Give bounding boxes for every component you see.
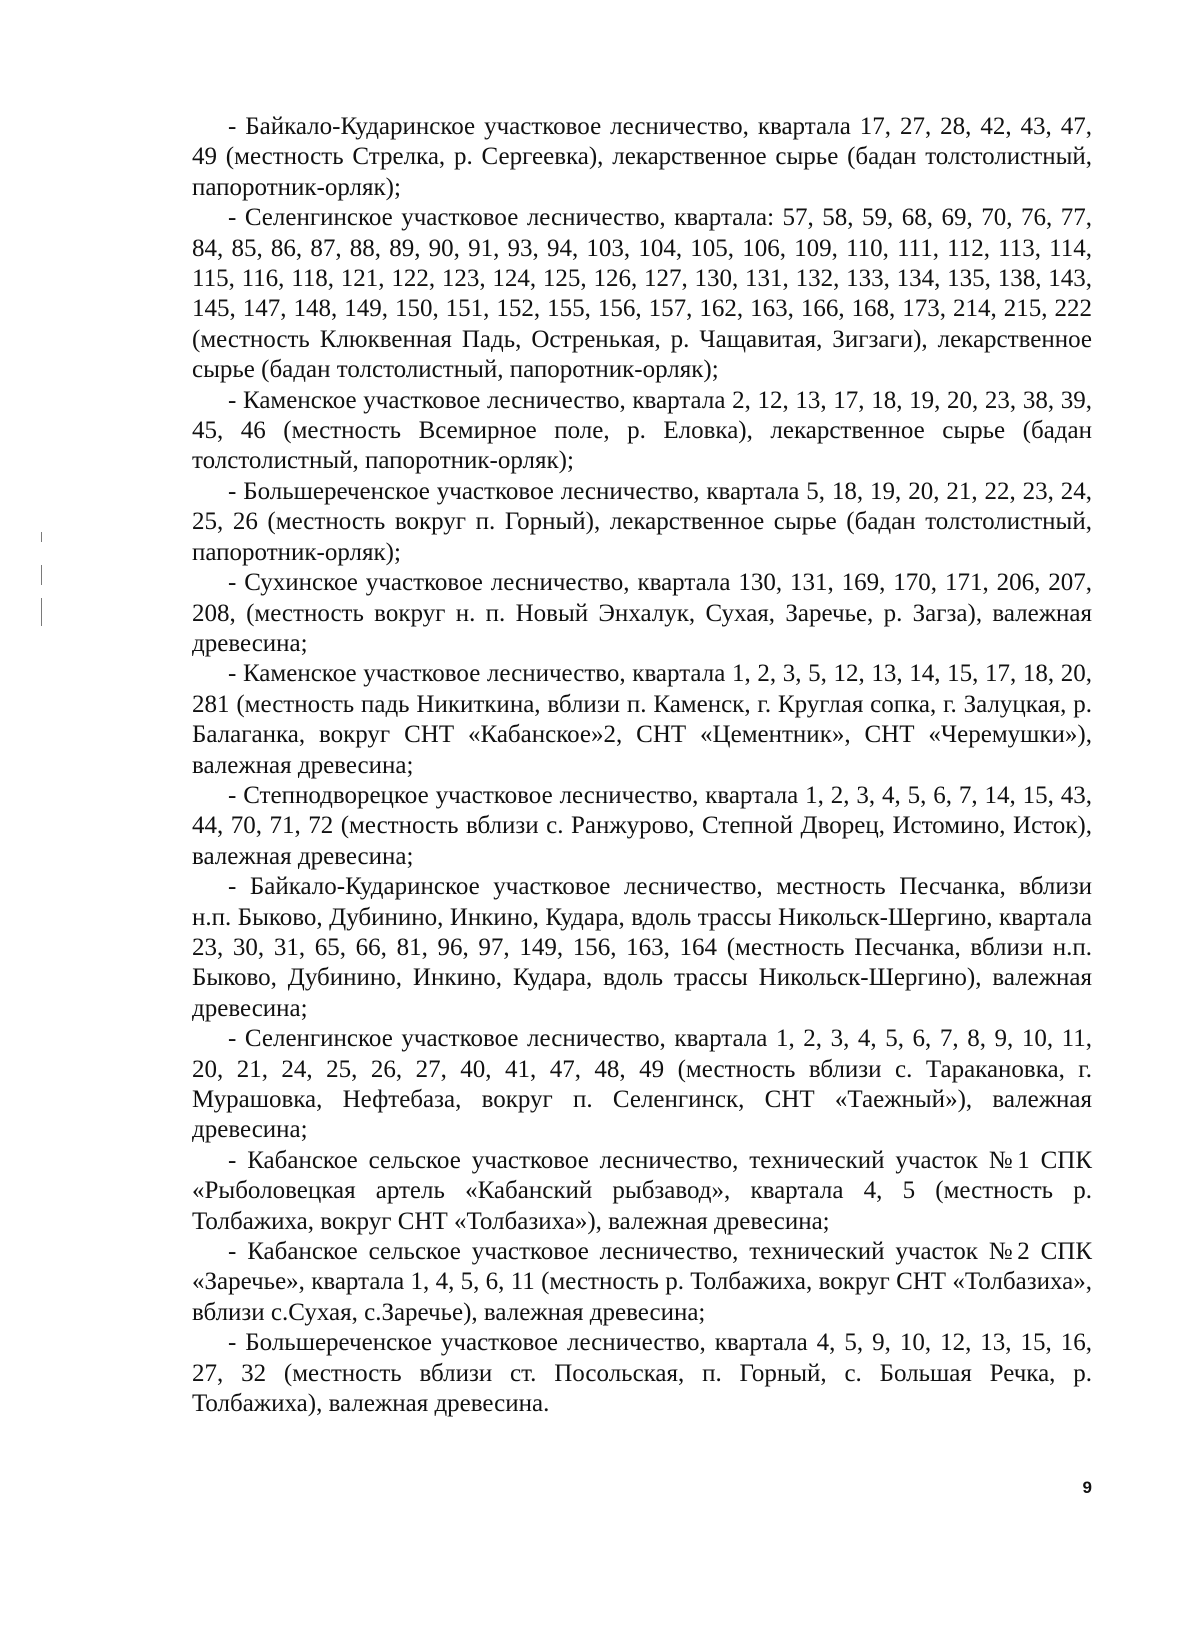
paragraph-10: - Кабанское сельское участковое лесничество, технический участок №1 СПК «Рыболовецкая артель «Кабанский рыбзавод», квартала 4, 5 (местность р. Толбажиха, вокруг СНТ «Толбазиха»), валежная древесина; <box>192 1146 1092 1235</box>
paragraph-3: - Каменское участковое лесничество, квартала 2, 12, 13, 17, 18, 19, 20, 23, 38, 39, 45, 46 (местность Всемирное поле, р. Еловка), лекарственное сырье (бадан толстолистный, папоротник-орляк); <box>192 386 1092 475</box>
scan-artifact-mark <box>41 532 42 542</box>
paragraph-1: - Байкало-Кударинское участковое лесничество, квартала 17, 27, 28, 42, 43, 47, 49 (местность Стрелка, р. Сергеевка), лекарственное сырье (бадан толстолистный, папоротник-орляк); <box>192 113 1092 201</box>
scan-artifact-mark <box>41 598 42 626</box>
paragraph-7: - Степнодворецкое участковое лесничество, квартала 1, 2, 3, 4, 5, 6, 7, 14, 15, 43, 44, 70, 71, 72 (местность вблизи с. Ранжурово, Степной Дворец, Истомино, Исток), валежная древесина; <box>192 781 1092 870</box>
page-number: 9 <box>1082 1478 1092 1497</box>
paragraph-2: - Селенгинское участковое лесничество, квартала: 57, 58, 59, 68, 69, 70, 76, 77, 84, 85, 86, 87, 88, 89, 90, 91, 93, 94, 103, 104, 105, 106, 109, 110, 111, 112, 113, 114, 115, 116, 118, 121, 122, 123, 124, 125, 126, 127, 130, 131, 132, 133, 134, 135, 138, 143, 145, 147, 148, 149, 150, 151, 152, 155, 156, 157, 162, 163, 166, 168, 173, 214, 215, 222 (местность Клюквенная Падь, Остренькая, р. Чащавитая, Зигзаги), лекарственное сырье (бадан толстолистный, папоротник-орляк); <box>192 204 1092 384</box>
paragraph-9: - Селенгинское участковое лесничество, квартала 1, 2, 3, 4, 5, 6, 7, 8, 9, 10, 11, 20, 21, 24, 25, 26, 27, 40, 41, 47, 48, 49 (местность вблизи с. Таракановка, г. Мурашовка, Нефтебаза, вокруг п. Селенгинск, СНТ «Таежный»), валежная древесина; <box>192 1025 1092 1144</box>
paragraph-6: - Каменское участковое лесничество, квартала 1, 2, 3, 5, 12, 13, 14, 15, 17, 18, 20, 281 (местность падь Никиткина, вблизи п. Каменск, г. Круглая сопка, г. Залуцкая, р. Балаганка, вокруг СНТ «Кабанское»2, СНТ «Цементник», СНТ «Черемушки»), валежная древесина; <box>192 660 1092 779</box>
paragraph-8: - Байкало-Кударинское участковое лесничество, местность Песчанка, вблизи н.п. Быково, Дубинино, Инкино, Кудара, вдоль трассы Никольск-Шергино, квартала 23, 30, 31, 65, 66, 81, 96, 97, 149, 156, 163, 164 (местность Песчанка, вблизи н.п. Быково, Дубинино, Инкино, Кудара, вдоль трассы Никольск-Шергино), валежная древесина; <box>192 873 1092 1022</box>
paragraph-5: - Сухинское участковое лесничество, квартала 130, 131, 169, 170, 171, 206, 207, 208, (местность вокруг н. п. Новый Энхалук, Сухая, Заречье, р. Загза), валежная древесина; <box>192 569 1092 657</box>
paragraph-11: - Кабанское сельское участковое лесничество, технический участок №2 СПК «Заречье», квартала 1, 4, 5, 6, 11 (местность р. Толбажиха, вокруг СНТ «Толбазиха», вблизи с.Сухая, с.Заречье), валежная древесина; <box>192 1238 1092 1326</box>
paragraph-4: - Большереченское участковое лесничество, квартала 5, 18, 19, 20, 21, 22, 23, 24, 25, 26 (местность вокруг п. Горный), лекарственное сырье (бадан толстолистный, папоротник-орляк); <box>192 477 1092 566</box>
paragraph-12: - Большереченское участковое лесничество, квартала 4, 5, 9, 10, 12, 13, 15, 16, 27, 32 (местность вблизи ст. Посольская, п. Горный, с. Большая Речка, р. Толбажиха), валежная древесина. <box>192 1329 1092 1418</box>
document-body <box>192 112 1092 1419</box>
scan-artifact-mark <box>41 565 42 585</box>
